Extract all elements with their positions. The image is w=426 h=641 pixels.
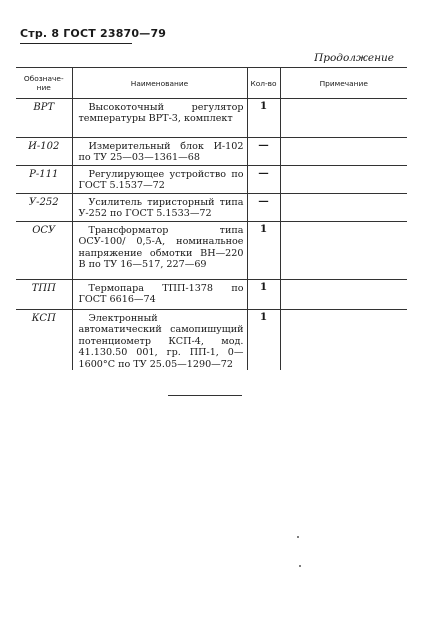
column-header-designation: Обозначе-ние bbox=[16, 68, 72, 99]
row-note bbox=[280, 194, 407, 222]
row-name: Измерительный блок И-102 по ТУ 25—03—1361—68 bbox=[72, 138, 247, 166]
row-note bbox=[280, 222, 407, 280]
end-of-table-rule bbox=[168, 395, 242, 396]
row-designation: ТПП bbox=[16, 280, 72, 310]
row-designation: ОСУ bbox=[16, 222, 72, 280]
row-note bbox=[280, 99, 407, 138]
row-designation: У-252 bbox=[16, 194, 72, 222]
row-quantity: — bbox=[247, 194, 280, 222]
table-row bbox=[16, 138, 407, 166]
row-name: Высокоточный регулятор температуры ВРТ-3, комплект bbox=[72, 99, 247, 138]
page-header: Стр. 8 ГОСТ 23870—79 bbox=[20, 27, 167, 40]
row-designation: ВРТ bbox=[16, 99, 72, 138]
table-row bbox=[16, 166, 407, 194]
row-name: Термопара ТПП-1378 по ГОСТ 6616—74 bbox=[72, 280, 247, 310]
row-designation: КСП bbox=[31, 313, 56, 324]
row-note bbox=[280, 166, 407, 194]
row-note bbox=[280, 138, 407, 166]
row-designation: Р-111 bbox=[16, 166, 72, 194]
continued-label: Продолжение bbox=[314, 52, 394, 64]
row-name: Усилитель тиристорный типа У-252 по ГОСТ 5.1533—72 bbox=[72, 194, 247, 222]
scan-speck bbox=[297, 536, 299, 538]
row-name: Электронный автоматический самопишущий потенциометр КСП-4, мод. 41.130.50 001, гр. ПП-1, 0—1600°С по ТУ 25.05—1290—72 bbox=[72, 310, 247, 371]
table-row bbox=[16, 222, 407, 280]
table-row bbox=[16, 99, 407, 138]
table-header-row bbox=[16, 68, 407, 99]
header-rule bbox=[20, 43, 132, 44]
row-quantity: 1 bbox=[247, 222, 280, 280]
scan-speck bbox=[299, 565, 301, 567]
table-row bbox=[16, 280, 407, 310]
row-note bbox=[280, 310, 407, 371]
specification-table bbox=[16, 67, 407, 370]
column-header-quantity: Кол-во bbox=[247, 68, 280, 99]
row-quantity: — bbox=[247, 138, 280, 166]
table-row bbox=[16, 310, 407, 371]
row-quantity: 1 bbox=[247, 310, 280, 371]
row-name: Трансформатор типа ОСУ-100/ 0,5-А, номинальное напряжение обмотки ВН—220 В по ТУ 16—517, 227—69 bbox=[72, 222, 247, 280]
table-row bbox=[16, 194, 407, 222]
row-designation: И-102 bbox=[16, 138, 72, 166]
row-note bbox=[280, 280, 407, 310]
row-name: Регулирующее устройство по ГОСТ 5.1537—72 bbox=[72, 166, 247, 194]
row-quantity: 1 bbox=[247, 99, 280, 138]
column-header-note: Примечание bbox=[280, 68, 407, 99]
column-header-name: Наименование bbox=[72, 68, 247, 99]
row-quantity: — bbox=[247, 166, 280, 194]
row-quantity: 1 bbox=[247, 280, 280, 310]
